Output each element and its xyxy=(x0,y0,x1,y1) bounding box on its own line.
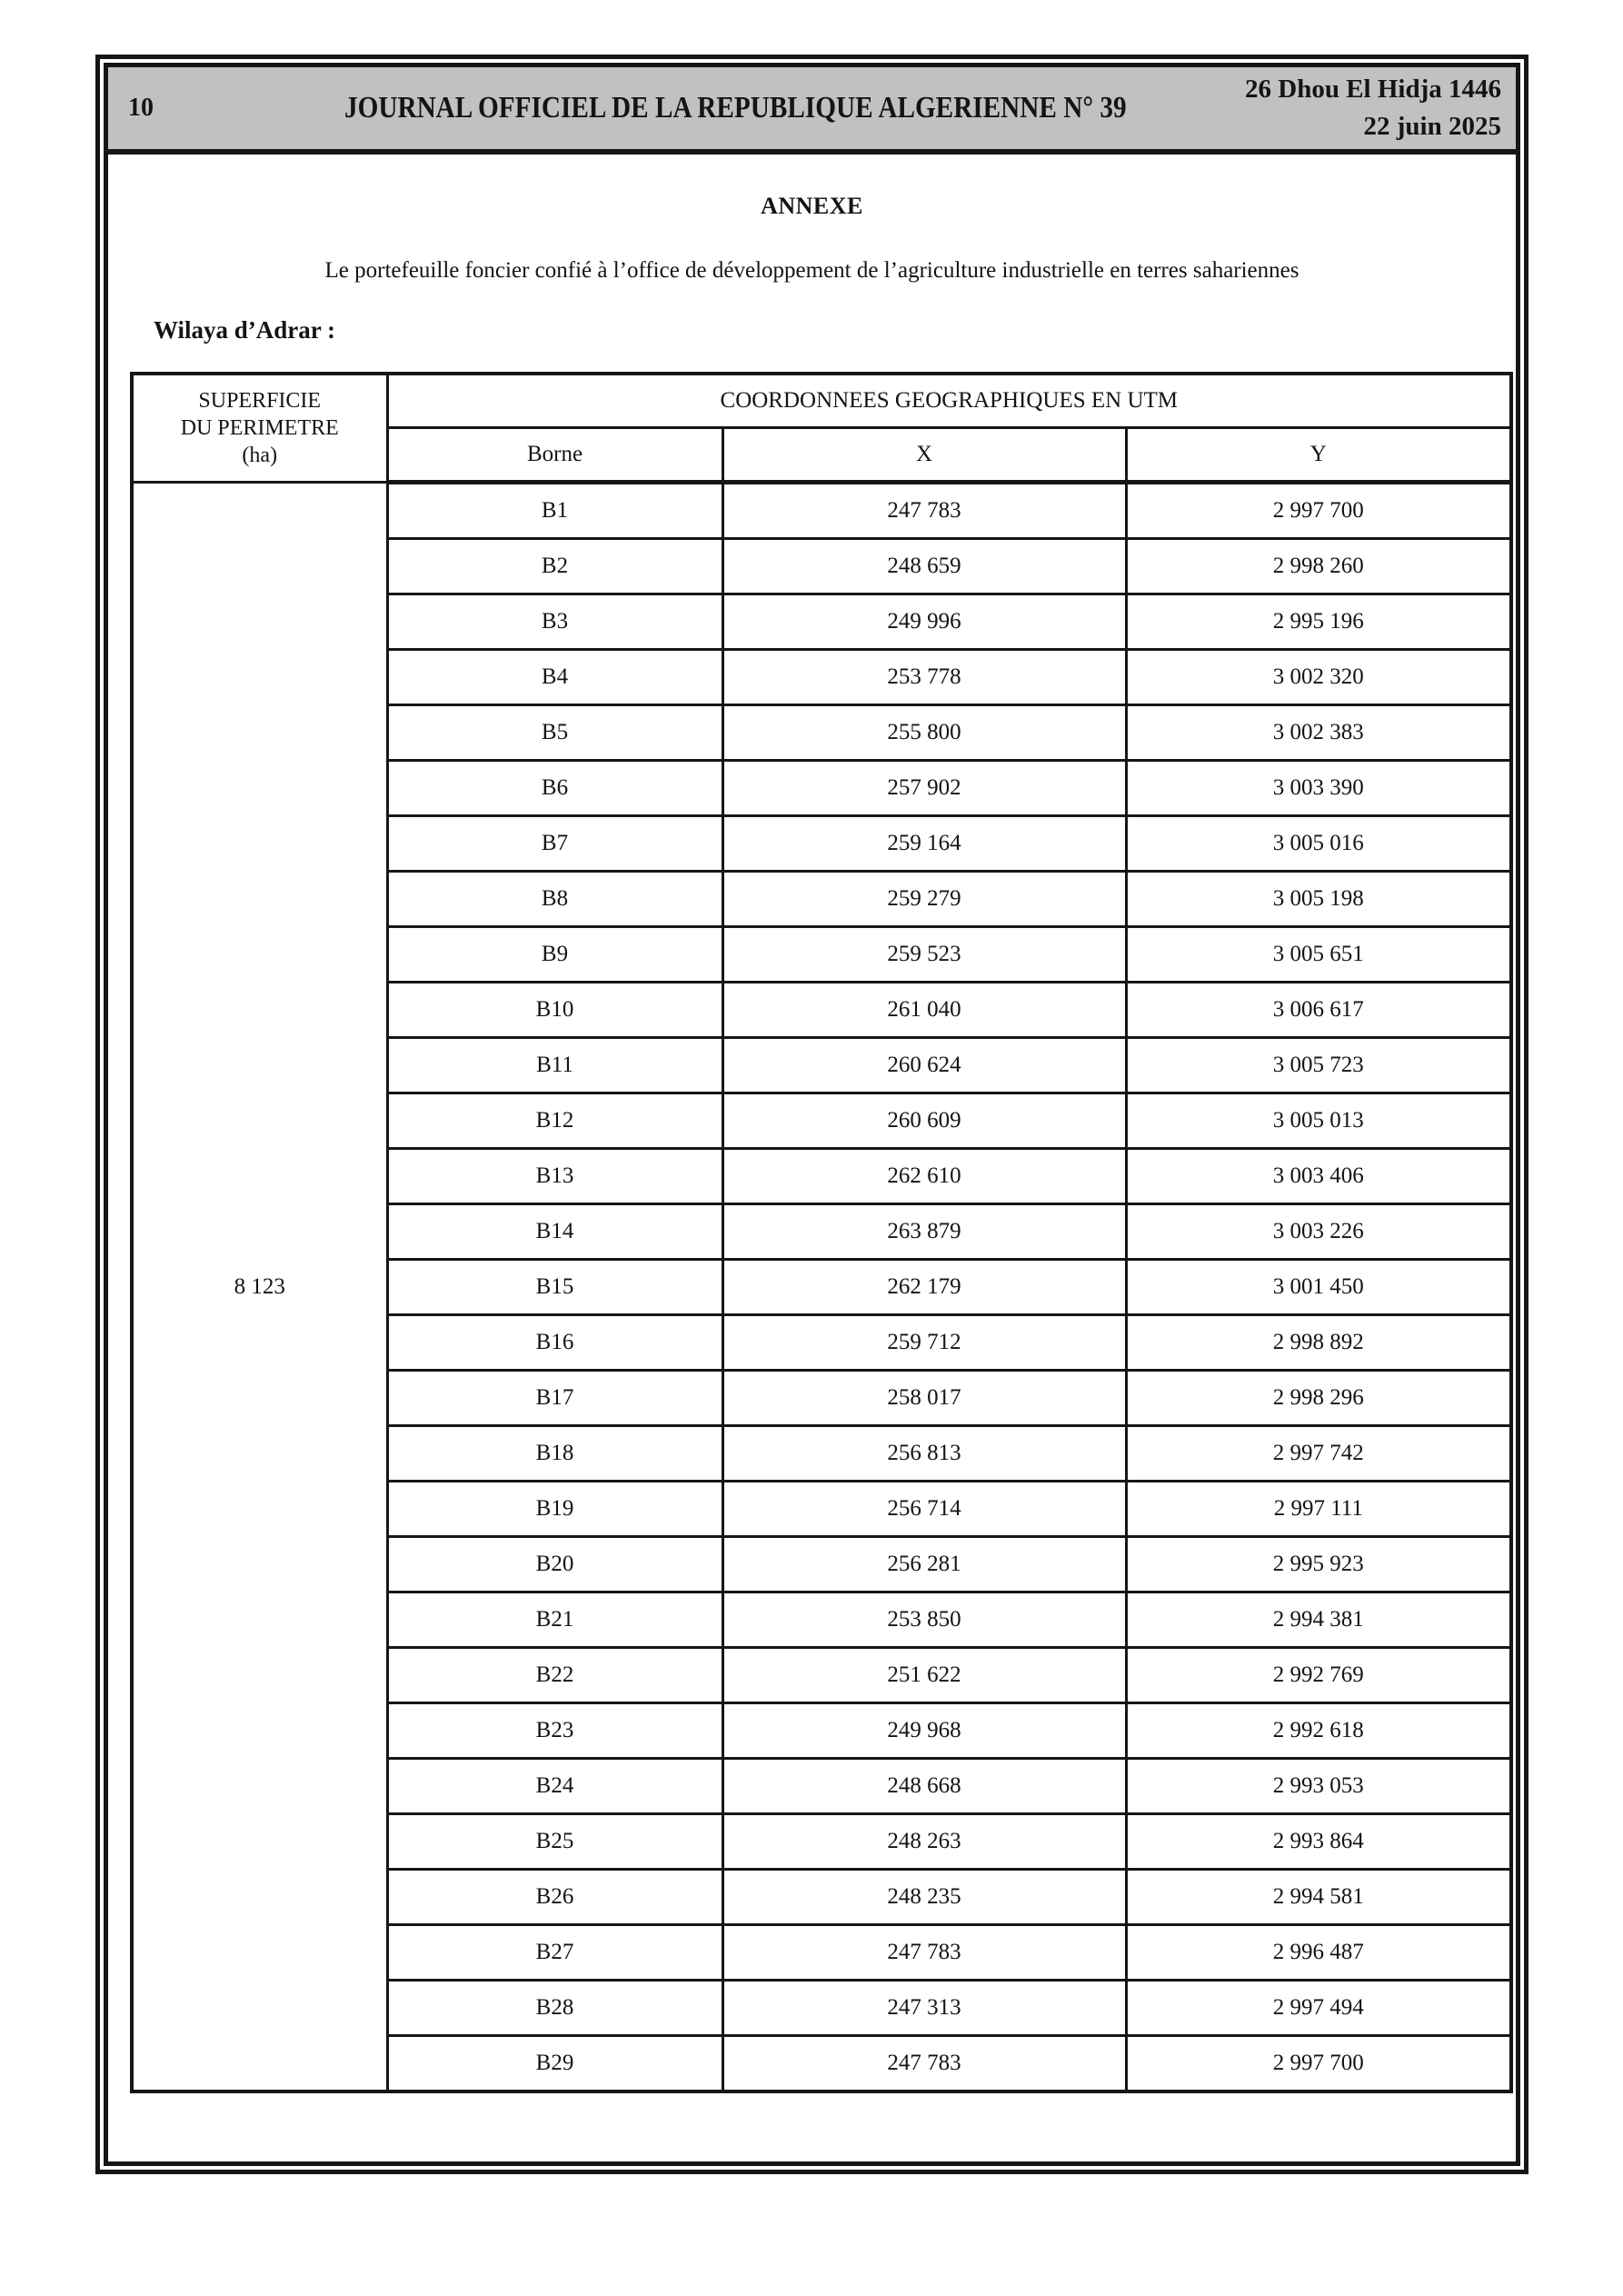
cell-y: 3 003 226 xyxy=(1126,1204,1511,1260)
cell-x: 247 783 xyxy=(722,1925,1126,1981)
cell-x: 253 778 xyxy=(722,650,1126,705)
superficie-column-header xyxy=(132,374,387,483)
date-hijri: 26 Dhou El Hidja 1446 xyxy=(1245,74,1501,104)
superficie-value: 8 123 xyxy=(132,483,387,2092)
cell-borne: B24 xyxy=(387,1759,722,1814)
cell-x: 251 622 xyxy=(722,1648,1126,1703)
superficie-header-line2: DU PERIMETRE xyxy=(180,416,339,440)
cell-x: 261 040 xyxy=(722,983,1126,1038)
cell-borne: B26 xyxy=(387,1870,722,1925)
cell-borne: B1 xyxy=(387,483,722,539)
cell-y: 2 998 260 xyxy=(1126,539,1511,594)
cell-y: 2 995 923 xyxy=(1126,1537,1511,1592)
cell-borne: B16 xyxy=(387,1315,722,1371)
coordinates-table xyxy=(130,372,1513,2093)
cell-x: 247 313 xyxy=(722,1981,1126,2036)
cell-y: 3 005 651 xyxy=(1126,927,1511,983)
cell-y: 3 001 450 xyxy=(1126,1260,1511,1315)
header-dates xyxy=(1245,71,1501,145)
cell-x: 248 668 xyxy=(722,1759,1126,1814)
cell-borne: B3 xyxy=(387,594,722,650)
cell-x: 263 879 xyxy=(722,1204,1126,1260)
coordinates-group-header: COORDONNEES GEOGRAPHIQUES EN UTM xyxy=(387,374,1511,428)
date-gregorian: 22 juin 2025 xyxy=(1363,112,1501,141)
cell-borne: B25 xyxy=(387,1814,722,1870)
cell-borne: B6 xyxy=(387,761,722,816)
cell-x: 253 850 xyxy=(722,1592,1126,1648)
cell-borne: B11 xyxy=(387,1038,722,1093)
page-frame-inner xyxy=(104,63,1520,2166)
cell-borne: B29 xyxy=(387,2036,722,2092)
cell-borne: B13 xyxy=(387,1149,722,1204)
superficie-header-line1: SUPERFICIE xyxy=(198,389,322,413)
cell-borne: B15 xyxy=(387,1260,722,1315)
cell-y: 3 005 198 xyxy=(1126,872,1511,927)
cell-x: 258 017 xyxy=(722,1371,1126,1426)
cell-borne: B27 xyxy=(387,1925,722,1981)
cell-borne: B20 xyxy=(387,1537,722,1592)
cell-x: 248 235 xyxy=(722,1870,1126,1925)
cell-y: 2 997 494 xyxy=(1126,1981,1511,2036)
wilaya-label: Wilaya d’Adrar : xyxy=(154,316,336,344)
cell-y: 2 997 111 xyxy=(1126,1482,1511,1537)
cell-borne: B28 xyxy=(387,1981,722,2036)
cell-y: 2 998 296 xyxy=(1126,1371,1511,1426)
cell-y: 3 005 723 xyxy=(1126,1038,1511,1093)
cell-y: 2 997 700 xyxy=(1126,2036,1511,2092)
cell-y: 3 006 617 xyxy=(1126,983,1511,1038)
cell-borne: B23 xyxy=(387,1703,722,1759)
cell-borne: B21 xyxy=(387,1592,722,1648)
cell-y: 3 003 406 xyxy=(1126,1149,1511,1204)
page-frame xyxy=(95,55,1528,2174)
cell-y: 2 993 053 xyxy=(1126,1759,1511,1814)
cell-x: 259 279 xyxy=(722,872,1126,927)
cell-borne: B22 xyxy=(387,1648,722,1703)
cell-borne: B7 xyxy=(387,816,722,872)
cell-y: 2 997 700 xyxy=(1126,483,1511,539)
table-group-header-row xyxy=(132,374,1511,428)
cell-y: 2 995 196 xyxy=(1126,594,1511,650)
table-row xyxy=(132,483,1511,539)
cell-y: 3 005 016 xyxy=(1126,816,1511,872)
cell-y: 3 002 383 xyxy=(1126,705,1511,761)
cell-x: 259 164 xyxy=(722,816,1126,872)
cell-borne: B19 xyxy=(387,1482,722,1537)
cell-x: 247 783 xyxy=(722,483,1126,539)
cell-x: 262 610 xyxy=(722,1149,1126,1204)
cell-borne: B4 xyxy=(387,650,722,705)
cell-x: 255 800 xyxy=(722,705,1126,761)
cell-y: 2 994 581 xyxy=(1126,1870,1511,1925)
cell-y: 3 005 013 xyxy=(1126,1093,1511,1149)
cell-borne: B10 xyxy=(387,983,722,1038)
cell-x: 256 813 xyxy=(722,1426,1126,1482)
cell-x: 249 996 xyxy=(722,594,1126,650)
cell-x: 259 712 xyxy=(722,1315,1126,1371)
cell-x: 248 659 xyxy=(722,539,1126,594)
cell-y: 3 003 390 xyxy=(1126,761,1511,816)
cell-y: 2 998 892 xyxy=(1126,1315,1511,1371)
cell-borne: B2 xyxy=(387,539,722,594)
cell-y: 2 997 742 xyxy=(1126,1426,1511,1482)
cell-y: 3 002 320 xyxy=(1126,650,1511,705)
cell-y: 2 993 864 xyxy=(1126,1814,1511,1870)
cell-borne: B14 xyxy=(387,1204,722,1260)
cell-borne: B17 xyxy=(387,1371,722,1426)
column-header-y: Y xyxy=(1126,428,1511,483)
cell-borne: B12 xyxy=(387,1093,722,1149)
cell-x: 249 968 xyxy=(722,1703,1126,1759)
cell-x: 248 263 xyxy=(722,1814,1126,1870)
cell-borne: B18 xyxy=(387,1426,722,1482)
cell-borne: B8 xyxy=(387,872,722,927)
cell-y: 2 992 769 xyxy=(1126,1648,1511,1703)
cell-x: 260 624 xyxy=(722,1038,1126,1093)
cell-x: 247 783 xyxy=(722,2036,1126,2092)
cell-x: 259 523 xyxy=(722,927,1126,983)
cell-x: 262 179 xyxy=(722,1260,1126,1315)
cell-x: 260 609 xyxy=(722,1093,1126,1149)
page-header-bar xyxy=(108,67,1516,155)
cell-x: 257 902 xyxy=(722,761,1126,816)
page-body xyxy=(108,155,1516,2161)
cell-x: 256 714 xyxy=(722,1482,1126,1537)
column-header-x: X xyxy=(722,428,1126,483)
cell-x: 256 281 xyxy=(722,1537,1126,1592)
cell-borne: B5 xyxy=(387,705,722,761)
annexe-title: ANNEXE xyxy=(761,193,863,219)
cell-y: 2 992 618 xyxy=(1126,1703,1511,1759)
superficie-header-line3: (ha) xyxy=(242,444,278,467)
annexe-description: Le portefeuille foncier confié à l’office de développement de l’agriculture industrielle en terres sahariennes xyxy=(324,258,1299,283)
cell-y: 2 996 487 xyxy=(1126,1925,1511,1981)
journal-title: JOURNAL OFFICIEL DE LA REPUBLIQUE ALGERIENNE N° 39 xyxy=(344,91,1127,125)
cell-y: 2 994 381 xyxy=(1126,1592,1511,1648)
page-number: 10 xyxy=(128,94,154,122)
cell-borne: B9 xyxy=(387,927,722,983)
column-header-borne: Borne xyxy=(387,428,722,483)
